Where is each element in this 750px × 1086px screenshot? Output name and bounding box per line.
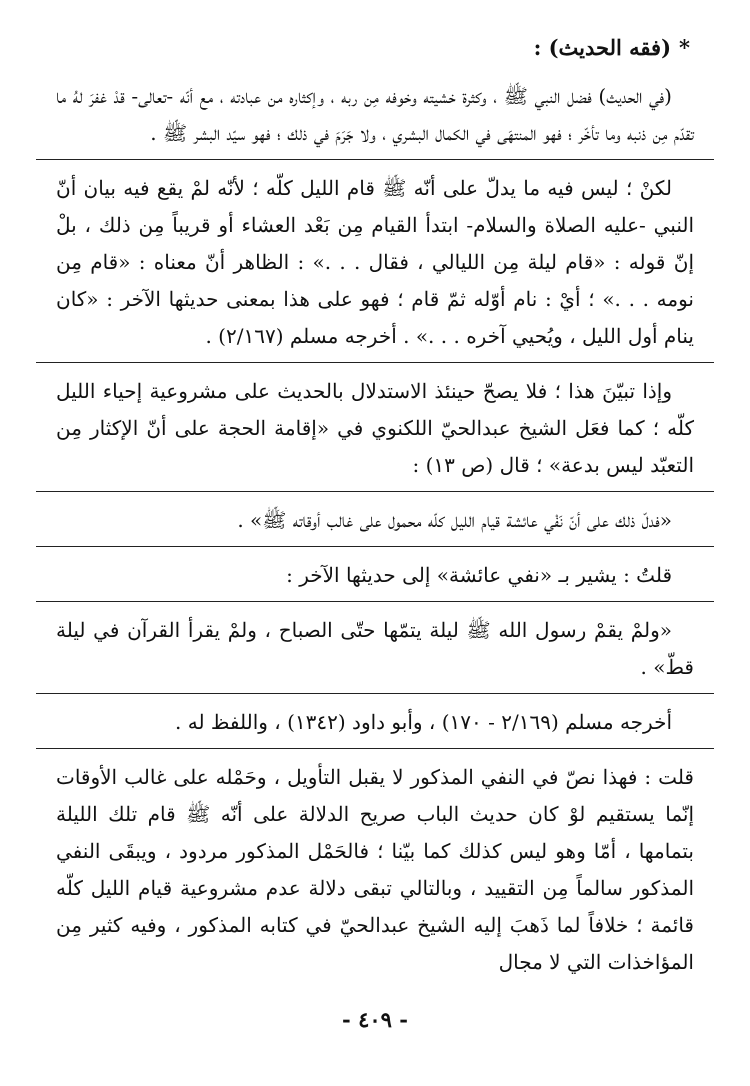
quote-aisha: «ولمْ يقمْ رسول الله ﷺ ليلة يتمّها حتّى الصباح ، ولمْ يقرأ القرآن في ليلة قطّ» . bbox=[56, 618, 694, 679]
divider-7 bbox=[36, 748, 714, 749]
section-title: (فقه الحديث) : bbox=[533, 35, 672, 60]
paragraph-note: قلتُ : يشير بـ «نفي عائشة» إلى حديثها الآخر : bbox=[286, 563, 672, 587]
star-marker: * bbox=[679, 35, 690, 60]
paragraph-inference: وإذا تبيّنَ هذا ؛ فلا يصحّ حينئذ الاستدلال بالحديث على مشروعية إحياء الليل كلّه ؛ كما فعَل الشيخ عبدالحيّ اللكنوي في «إقامة الحجة على أنّ الإكثار مِن التعبّد ليس بدعة» ؛ قال (ص ١٣) : bbox=[56, 379, 694, 477]
paragraph-hadith-virtue: (في الحديث) فضل النبي ﷺ ، وكثرة خشيته وخوفه مِن ربه ، وإكثاره من عبادته ، مع أنّه -تعالى- قدْ غفرَ لهُ ما تقدّم مِن ذنبه وما تأخّر ؛ فهو المنتهَى في الكمال البشري ، ولا جَرَمَ في ذلك ؛ فهو سيّد البشر ﷺ . bbox=[56, 84, 694, 145]
divider-6 bbox=[36, 693, 714, 694]
paragraph-citation: أخرجه مسلم (٢/١٦٩ - ١٧٠) ، وأبو داود (١٣٤٢) ، واللفظ له . bbox=[175, 710, 672, 734]
paragraph-night-prayer: لكنْ ؛ ليس فيه ما يدلّ على أنّه ﷺ قام الليل كلّه ؛ لأنّه لمْ يقع فيه بيان أنّ النبي -عليه الصلاة والسلام- ابتدأ القيام مِن بَعْد العشاء أو قريباً مِن ذلك ، بلْ إنّ قوله : «قام ليلة مِن الليالي ، فقال . . .» : الظاهر أنّ معناه : «قام مِن نومه . . .» ؛ أيْ : نام أوّله ثمّ قام ؛ فهو على هذا بمعنى حديثها الآخر : «كان ينام أول الليل ، ويُحيي آخره . . .» . أخرجه مسلم (٢/١٦٧) . bbox=[56, 176, 694, 348]
divider-4 bbox=[36, 546, 714, 547]
page-number: - ٤٠٩ - bbox=[342, 1007, 408, 1032]
divider-1 bbox=[36, 159, 714, 160]
paragraph-conclusion: قلت : فهذا نصّ في النفي المذكور لا يقبل التأويل ، وحَمْله على غالب الأوقات إنّما يستقيم لوْ كان حديث الباب صريح الدلالة على أنّه ﷺ قام تلك الليلة بتمامها ، أمّا وهو ليس كذلك كما بيّنا ؛ فالحَمْل المذكور مردود ، ويبقَى النفي المذكور سالماً مِن التقييد ، وبالتالي تبقى دلالة عدم مشروعية قيام الليل كلّه قائمة ؛ خلافاً لما ذَهبَ إليه الشيخ عبدالحيّ في كتابه المذكور ، وفيه كثير مِن المؤاخذات التي لا مجال bbox=[56, 765, 694, 974]
divider-3 bbox=[36, 491, 714, 492]
divider-2 bbox=[36, 362, 714, 363]
quote-lucknowi: «فدلّ ذلك على أنّ نَفْي عائشة قيام الليل كلّه محمول على غالب أوقاته ﷺ» . bbox=[237, 508, 672, 532]
section-heading bbox=[56, 30, 690, 66]
divider-5 bbox=[36, 601, 714, 602]
